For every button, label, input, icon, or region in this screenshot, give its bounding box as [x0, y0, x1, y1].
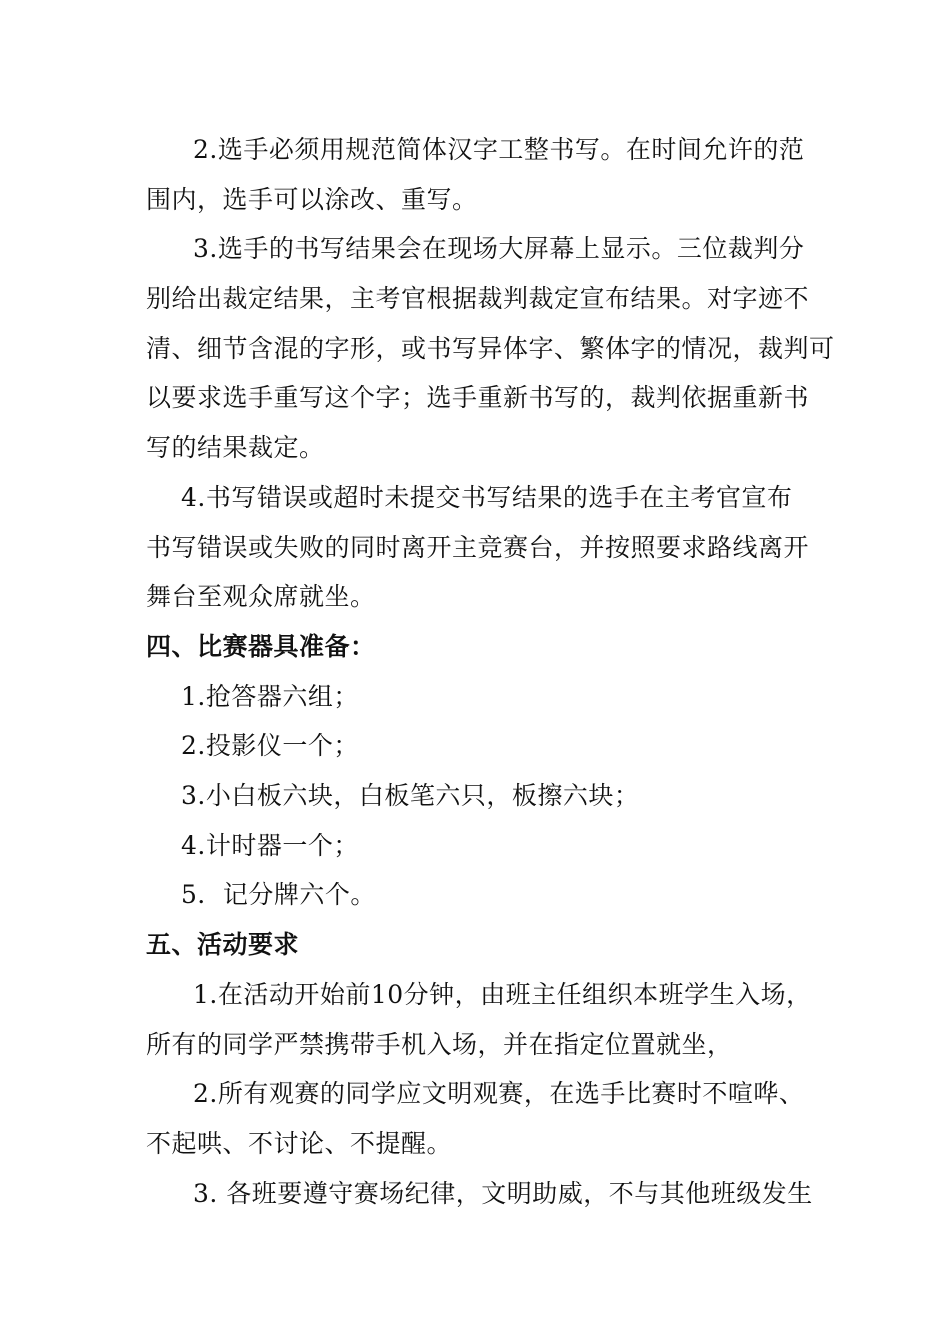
paragraph-4-line-2: 书写错误或失败的同时离开主竞赛台，并按照要求路线离开 [146, 533, 810, 562]
requirement-1-line-1: 1.在活动开始前10分钟，由班主任组织本班学生入场， [193, 980, 812, 1009]
equipment-item-4: 4.计时器一个； [181, 831, 359, 860]
equipment-item-5: 5．记分牌六个。 [181, 880, 376, 909]
equipment-item-1: 1.抢答器六组； [181, 682, 359, 711]
equipment-item-3: 3.小白板六块，白板笔六只，板擦六块； [181, 781, 640, 810]
paragraph-3-line-5: 写的结果裁定。 [146, 433, 325, 462]
paragraph-2-line-1: 2.选手必须用规范简体汉字工整书写。在时间允许的范 [193, 135, 805, 164]
section-heading-requirements: 五、活动要求 [146, 930, 300, 959]
paragraph-3-line-3: 清、细节含混的字形，或书写异体字、繁体字的情况，裁判可 [146, 334, 835, 363]
paragraph-4-line-3: 舞台至观众席就坐。 [146, 582, 376, 611]
paragraph-3-line-4: 以要求选手重写这个字；选手重新书写的，裁判依据重新书 [146, 383, 810, 412]
requirement-1-line-2: 所有的同学严禁携带手机入场，并在指定位置就坐， [146, 1030, 733, 1059]
requirement-2-line-2: 不起哄、不讨论、不提醒。 [146, 1129, 453, 1158]
section-heading-equipment: 四、比赛器具准备： [146, 632, 376, 661]
paragraph-4-line-1: 4.书写错误或超时未提交书写结果的选手在主考官宣布 [181, 483, 793, 512]
requirement-3-line-1: 3. 各班要遵守赛场纪律，文明助威，不与其他班级发生 [193, 1179, 813, 1208]
paragraph-3-line-2: 别给出裁定结果，主考官根据裁判裁定宣布结果。对字迹不 [146, 284, 810, 313]
paragraph-3-line-1: 3.选手的书写结果会在现场大屏幕上显示。三位裁判分 [193, 234, 805, 263]
paragraph-2-line-2: 围内，选手可以涂改、重写。 [146, 185, 478, 214]
equipment-item-2: 2.投影仪一个； [181, 731, 359, 760]
requirement-2-line-1: 2.所有观赛的同学应文明观赛，在选手比赛时不喧哗、 [193, 1079, 805, 1108]
